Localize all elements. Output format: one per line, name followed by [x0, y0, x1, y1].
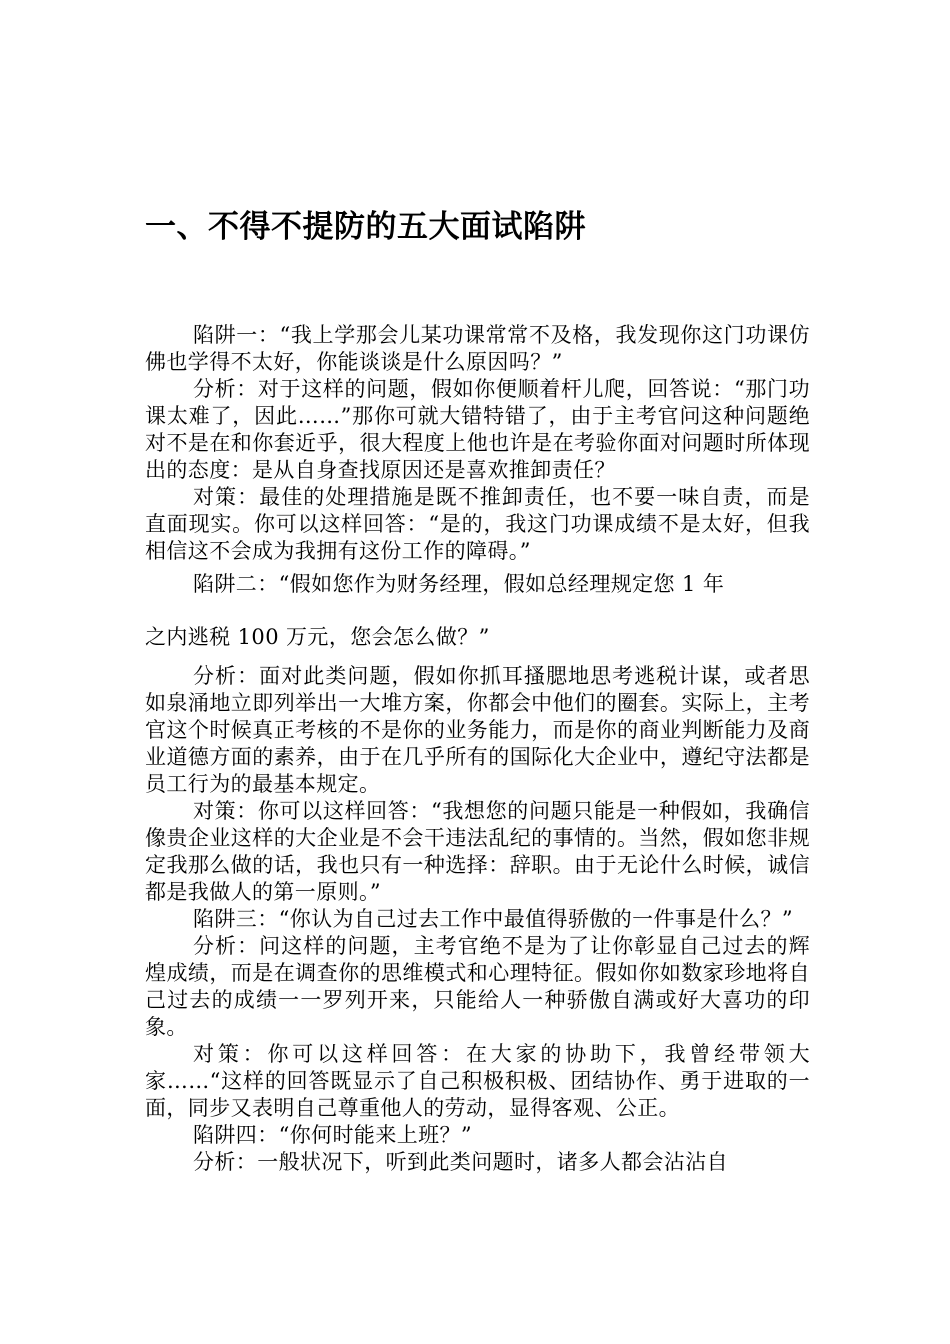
paragraph-trap-1-strategy: 对策：最佳的处理措施是既不推卸责任，也不要一味自责，而是直面现实。你可以这样回答：“是的，我这门功课成绩不是太好，但我相信这不会成为我拥有这份工作的障碍。”	[145, 485, 810, 563]
paragraph-trap-3-strategy: 对策：你可以这样回答：在大家的协助下，我曾经带领大家……“这样的回答既显示了自己积极积极、团结协作、勇于进取的一面，同步又表明自己尊重他人的劳动，显得客观、公正。	[145, 1042, 810, 1120]
paragraph-trap-4-question: 陷阱四：“你何时能来上班？”	[193, 1123, 473, 1147]
paragraph-trap-3-question: 陷阱三：“你认为自己过去工作中最值得骄傲的一件事是什么？”	[193, 907, 794, 931]
paragraph-trap-2-analysis: 分析：面对此类问题，假如你抓耳搔腮地思考逃税计谋，或者思如泉涌地立即列举出一大堆方案，你都会中他们的圈套。实际上，主考官这个时候真正考核的不是你的业务能力，而是你的商业判断能力及商业道德方面的素养，由于在几乎所有的国际化大企业中，遵纪守法都是员工行为的最基本规定。	[145, 664, 810, 796]
paragraph-trap-2-strategy: 对策：你可以这样回答：“我想您的问题只能是一种假如，我确信像贵企业这样的大企业是不会干违法乱纪的事情的。当然，假如您非规定我那么做的话，我也只有一种选择：辞职。由于无论什么时候，诚信都是我做人的第一原则。”	[145, 799, 810, 904]
paragraph-trap-4-analysis: 分析：一般状况下，听到此类问题时，诸多人都会沾沾自	[193, 1150, 728, 1174]
paragraph-trap-1-question: 陷阱一：“我上学那会儿某功课常常不及格，我发现你这门功课仿佛也学得不太好，你能谈谈是什么原因吗？”	[145, 323, 810, 374]
document-body	[145, 322, 810, 1176]
paragraph-trap-2-question-continued: 之内逃税 100 万元，您会怎么做？”	[145, 625, 490, 649]
paragraph-trap-1-analysis: 分析：对于这样的问题，假如你便顺着杆儿爬，回答说：“那门功课太难了，因此……”那你可就大错特错了，由于主考官问这种问题绝对不是在和你套近乎，很大程度上他也许是在考验你面对问题时所体现出的态度：是从自身查找原因还是喜欢推卸责任？	[145, 377, 810, 482]
paragraph-trap-2-question: 陷阱二：“假如您作为财务经理，假如总经理规定您 1 年	[193, 572, 725, 596]
page-title: 一、不得不提防的五大面试陷阱	[145, 209, 586, 245]
paragraph-trap-3-analysis: 分析：问这样的问题，主考官绝不是为了让你彰显自己过去的辉煌成绩，而是在调查你的思维模式和心理特征。假如你如数家珍地将自己过去的成绩一一罗列开来，只能给人一种骄傲自满或好大喜功的印象。	[145, 934, 810, 1039]
